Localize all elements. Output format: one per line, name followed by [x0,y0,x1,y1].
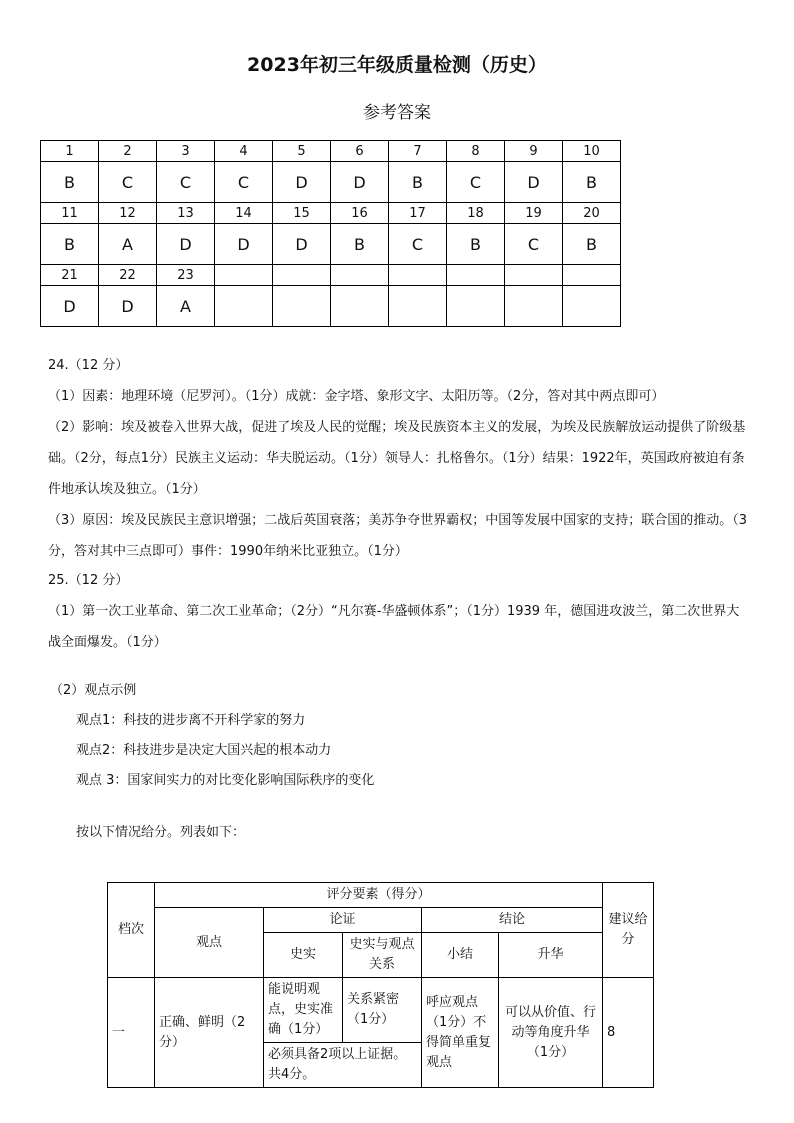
answer-cell: C [99,162,157,203]
question-number-cell [331,265,389,286]
header-suggest: 建议给分 [603,883,654,978]
question-number-cell: 4 [215,141,273,162]
q24-header: 24.（12 分） [48,358,129,373]
answer-cell: D [157,224,215,265]
q25-part2 [50,676,374,848]
answer-cell: B [563,224,621,265]
answer-cell: D [99,286,157,327]
row-evidence: 必须具备2项以上证据。共4分。 [264,1043,422,1088]
answer-cell [563,286,621,327]
q24-part2: （2）影响：埃及被卷入世界大战，促进了埃及人民的觉醒；埃及民族资本主义的发展，为埃及民族解放运动提供了阶级基础。（2分，每点1分）民族主义运动：华夫脱运动。（1分）领导人：扎格鲁尔。（1分）结果：1922年，英国政府被迫有条件地承认埃及独立。（1分） [48,420,746,497]
answer-cell [215,286,273,327]
question-number-cell: 3 [157,141,215,162]
question-number-cell: 15 [273,203,331,224]
answer-cell: D [215,224,273,265]
question-number-cell: 9 [505,141,563,162]
question-number-cell: 10 [563,141,621,162]
answer-cell: D [505,162,563,203]
answer-cell: B [41,224,99,265]
question-number-cell: 12 [99,203,157,224]
question-number-cell: 5 [273,141,331,162]
header-elements: 评分要素（得分） [155,883,603,908]
question-number-cell: 16 [331,203,389,224]
answer-cell [505,286,563,327]
answer-cell: D [273,162,331,203]
question-number-cell: 1 [41,141,99,162]
answer-cell: C [389,224,447,265]
question-number-cell: 18 [447,203,505,224]
q25-part1: （1）第一次工业革命、第二次工业革命；（2分）“凡尔赛-华盛顿体系”；（1分）1939 年，德国进攻波兰，第二次世界大战全面爆发。（1分） [48,604,740,650]
answer-cell [273,286,331,327]
scoring-note: 按以下情况给分。列表如下： [76,825,246,840]
question-number-cell [505,265,563,286]
question-number-cell: 23 [157,265,215,286]
question-number-cell: 21 [41,265,99,286]
answer-cell: D [331,162,389,203]
row-relation: 关系紧密（1分） [343,978,422,1043]
answer-table [40,140,621,327]
document-subtitle: 参考答案 [363,103,431,123]
question-number-cell: 22 [99,265,157,286]
answer-cell: C [505,224,563,265]
document-title: 2023年初三年级质量检测（历史） [247,54,547,76]
answer-cell: D [41,286,99,327]
view-1: 观点1：科技的进步离不开科学家的努力 [76,713,306,728]
question-number-cell: 20 [563,203,621,224]
header-elevate: 升华 [499,933,603,978]
answer-cell: C [157,162,215,203]
header-view: 观点 [155,908,264,978]
header-summary: 小结 [422,933,499,978]
question-number-cell [447,265,505,286]
row-score: 8 [603,978,654,1088]
answer-cell: B [41,162,99,203]
header-conclusion: 结论 [422,908,603,933]
answer-cell: C [215,162,273,203]
question-number-cell [215,265,273,286]
answer-cell: B [331,224,389,265]
question-number-cell [389,265,447,286]
question-number-cell: 2 [99,141,157,162]
row-level: 一 [108,978,155,1088]
answer-cell: A [157,286,215,327]
row-summary: 呼应观点（1分）不得简单重复观点 [422,978,499,1088]
answer-cell: D [273,224,331,265]
question-number-cell: 11 [41,203,99,224]
answer-cell [447,286,505,327]
view-2: 观点2：科技进步是决定大国兴起的根本动力 [76,743,332,758]
answer-cell: C [447,162,505,203]
question-number-cell [563,265,621,286]
q25-part2-title: （2）观点示例 [50,683,137,698]
question-25 [48,565,748,658]
answer-cell [331,286,389,327]
q24-part1: （1）因素：地理环境（尼罗河）。（1分）成就：金字塔、象形文字、太阳历等。（2分，答对其中两点即可） [48,389,665,404]
question-number-cell [273,265,331,286]
view-3: 观点 3：国家间实力的对比变化影响国际秩序的变化 [76,773,375,788]
question-24 [48,350,748,567]
answer-cell [389,286,447,327]
question-number-cell: 6 [331,141,389,162]
answer-cell: A [99,224,157,265]
question-number-cell: 7 [389,141,447,162]
q24-part3: （3）原因：埃及民族民主意识增强；二战后英国衰落；美苏争夺世界霸权；中国等发展中国家的支持；联合国的推动。（3分，答对其中三点即可）事件：1990年纳米比亚独立。（1分） [48,513,748,559]
row-elevate: 可以从价值、行动等角度升华（1分） [499,978,603,1088]
question-number-cell: 17 [389,203,447,224]
question-number-cell: 19 [505,203,563,224]
q25-header: 25.（12 分） [48,573,129,588]
answer-cell: B [447,224,505,265]
header-fact: 史实 [264,933,343,978]
header-relation: 史实与观点关系 [343,933,422,978]
scoring-table [107,882,654,1088]
question-number-cell: 8 [447,141,505,162]
row-view: 正确、鲜明（2分） [155,978,264,1088]
header-level: 档次 [108,883,155,978]
row-fact: 能说明观点，史实准确（1分） [264,978,343,1043]
answer-cell: B [563,162,621,203]
answer-cell: B [389,162,447,203]
question-number-cell: 14 [215,203,273,224]
question-number-cell: 13 [157,203,215,224]
header-argue: 论证 [264,908,422,933]
